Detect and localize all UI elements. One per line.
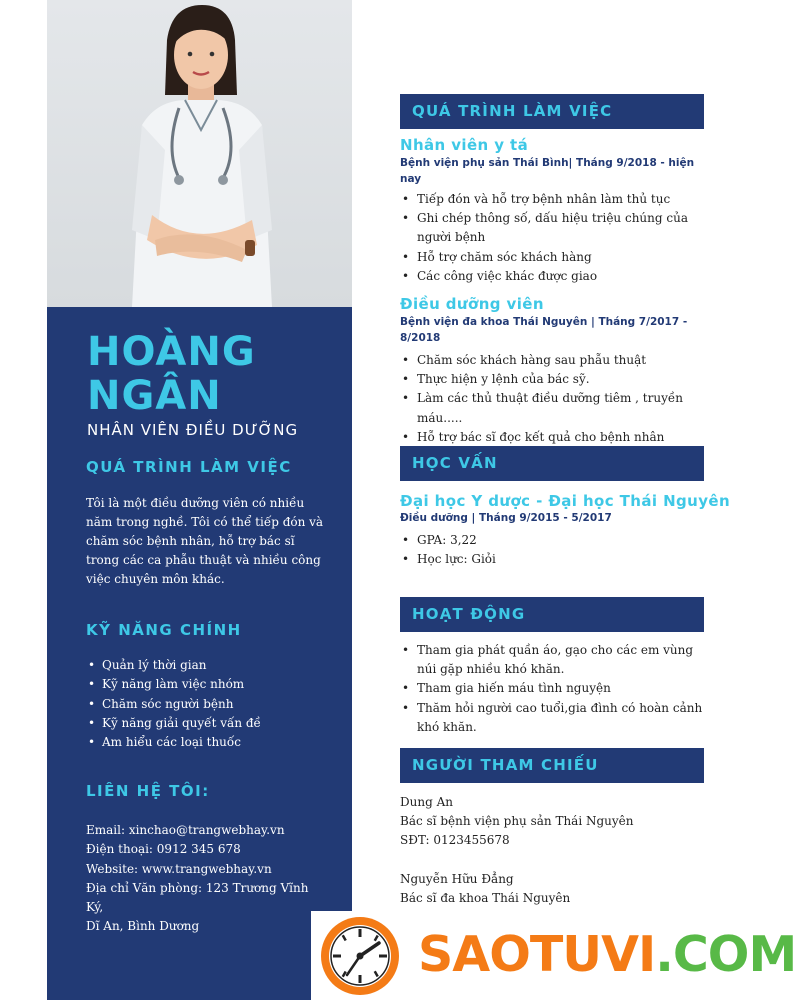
duty-item: • Tiếp đón và hỗ trợ bệnh nhân làm thủ tục <box>400 190 705 209</box>
job-subtitle: Bệnh viện phụ sản Thái Bình| Tháng 9/2018 - hiện nay <box>400 157 695 185</box>
work-heading: QUÁ TRÌNH LÀM VIỆC <box>400 94 704 129</box>
references-block <box>400 793 634 908</box>
contact-address: Địa chỉ Văn phòng: 123 Trương Vĩnh Ký, <box>86 880 309 915</box>
skill-item: • Am hiểu các loại thuốc <box>86 733 261 752</box>
activity-item: • Tham gia phát quần áo, gạo cho các em vùng núi gặp nhiều khó khăn. <box>400 641 705 679</box>
skill-item: • Quản lý thời gian <box>86 656 261 675</box>
activity-item: • Thăm hỏi người cao tuổi,gia đình có hoàn cảnh khó khăn. <box>400 699 705 737</box>
reference-phone: SĐT: 0123455678 <box>400 833 510 848</box>
education-list <box>400 531 705 569</box>
education-heading: HỌC VẤN <box>400 446 704 481</box>
duty-item: • Hỗ trợ chăm sóc khách hàng <box>400 248 705 267</box>
skill-item: • Chăm sóc người bệnh <box>86 695 261 714</box>
duty-item: • Thực hiện y lệnh của bác sỹ. <box>400 370 705 389</box>
watermark-brand <box>418 920 796 990</box>
contact-phone: Điện thoại: 0912 345 678 <box>86 842 241 857</box>
education-item: • GPA: 3,22 <box>400 531 705 550</box>
brand-suffix: .COM <box>655 926 797 983</box>
school-name: Đại học Y dược - Đại học Thái Nguyên <box>400 492 731 510</box>
reference-name: Dung An <box>400 795 453 809</box>
contact-email: Email: xinchao@trangwebhay.vn <box>86 823 285 837</box>
duty-item: • Các công việc khác được giao <box>400 267 705 286</box>
reference-title: Bác sĩ đa khoa Thái Nguyên <box>400 890 571 905</box>
contact-heading: LIÊN HỆ TÔI: <box>86 782 210 800</box>
job-title: Điều dưỡng viên <box>400 295 544 313</box>
about-text: Tôi là một điều dưỡng viên có nhiều năm trong nghề. Tôi có thể tiếp đón và chăm sóc bệnh nhân, hỗ trợ bác sĩ trong các ca phẫu thuật và nhiều công việc chuyên môn khác. <box>86 496 324 586</box>
nurse-portrait-illustration <box>47 0 352 307</box>
activities-heading: HOẠT ĐỘNG <box>400 597 704 632</box>
about-heading: QUÁ TRÌNH LÀM VIỆC <box>86 458 292 476</box>
profile-photo <box>47 0 352 307</box>
job-title: Nhân viên y tá <box>400 136 529 154</box>
job-duties <box>400 190 705 286</box>
references-heading: NGƯỜI THAM CHIẾU <box>400 748 704 783</box>
job-duties <box>400 351 705 447</box>
first-name: HOÀNG <box>87 329 256 375</box>
contact-website: Website: www.trangwebhay.vn <box>86 861 272 876</box>
reference-title: Bác sĩ bệnh viện phụ sản Thái Nguyên <box>400 814 634 829</box>
duty-item: • Hỗ trợ bác sĩ đọc kết quả cho bệnh nhân <box>400 428 705 447</box>
activities-list <box>400 641 705 737</box>
skill-item: • Kỹ năng làm việc nhóm <box>86 675 261 694</box>
education-detail: Điều dưỡng | Tháng 9/2015 - 5/2017 <box>400 512 612 524</box>
education-item: • Học lực: Giỏi <box>400 550 705 569</box>
skill-item: • Kỹ năng giải quyết vấn đề <box>86 714 261 733</box>
clock-logo-icon <box>319 915 401 997</box>
duty-item: • Chăm sóc khách hàng sau phẫu thuật <box>400 351 705 370</box>
brand-main: SAOTUVI <box>418 926 656 983</box>
job-subtitle: Bệnh viện đa khoa Thái Nguyên | Tháng 7/2017 - 8/2018 <box>400 316 688 344</box>
duty-item: • Làm các thủ thuật điều dưỡng tiêm , truyền máu..... <box>400 389 705 427</box>
skills-heading: KỸ NĂNG CHÍNH <box>86 621 242 639</box>
duty-item: • Ghi chép thông số, dấu hiệu triệu chúng của người bệnh <box>400 209 705 247</box>
profile-role: NHÂN VIÊN ĐIỀU DƯỠNG <box>87 421 299 439</box>
skills-list <box>86 656 261 752</box>
reference-name: Nguyễn Hữu Đẳng <box>400 871 514 886</box>
activity-item: • Tham gia hiến máu tình nguyện <box>400 679 705 698</box>
profile-name <box>87 330 256 418</box>
last-name: NGÂN <box>87 373 222 419</box>
contact-block <box>86 821 316 937</box>
contact-address-city: Dĩ An, Bình Dương <box>86 919 200 934</box>
